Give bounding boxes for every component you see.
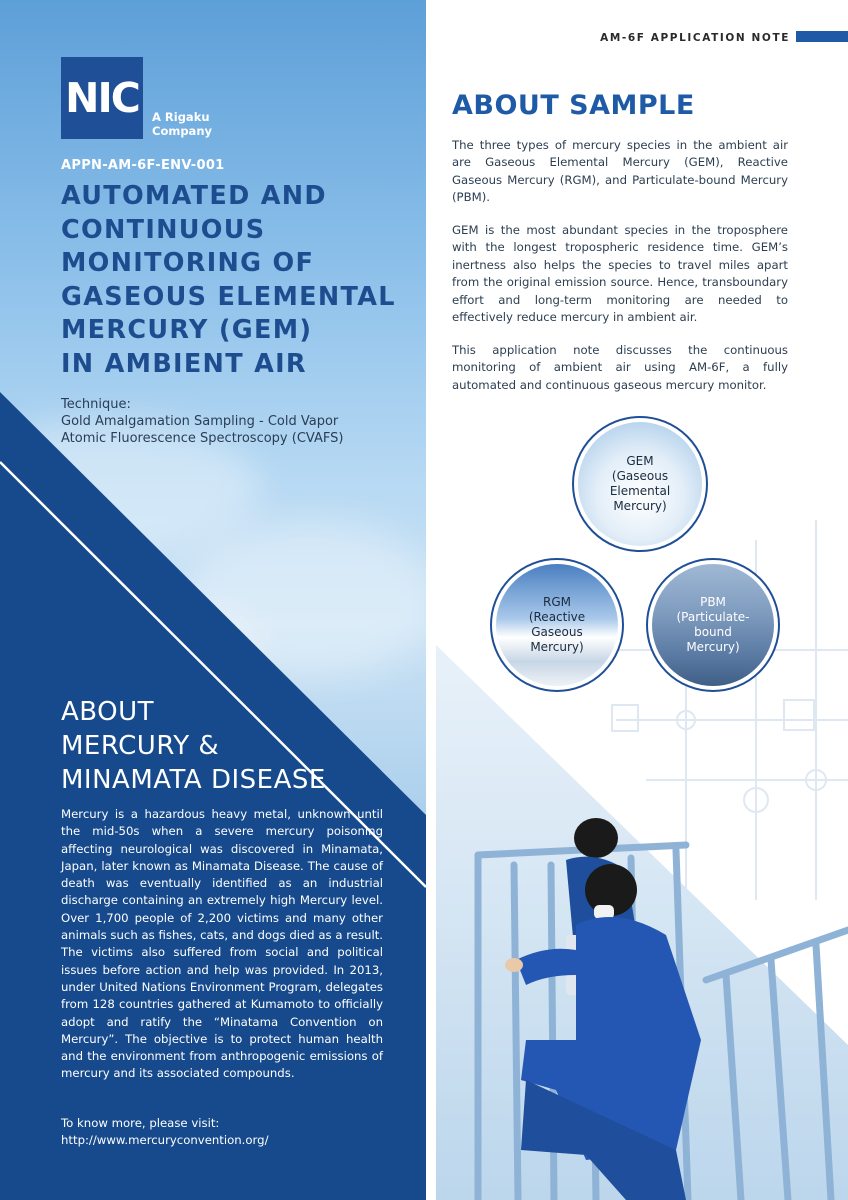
title-line: AUTOMATED AND [61, 181, 327, 211]
gem-label-line: (Gaseous [611, 469, 669, 483]
rgm-bubble [490, 558, 624, 692]
know-more-block [61, 1115, 383, 1150]
heading-line: MERCURY & [61, 731, 220, 761]
about-sample-paragraph: The three types of mercury species in the ambient air are Gaseous Elemental Mercury (GEM), Reactive Gaseous Mercury (RGM), and Particulate-bound Mercury (PBM). [452, 138, 788, 205]
title-line: CONTINUOUS [61, 214, 266, 245]
about-sample-heading: ABOUT SAMPLE [452, 90, 695, 121]
gem-label-line: GEM [626, 454, 654, 468]
pbm-label-line: PBM [700, 595, 726, 609]
gem-bubble [572, 416, 708, 552]
logo-tagline-line: Company [152, 124, 212, 138]
right-panel [426, 0, 848, 1200]
title-line: IN AMBIENT AIR [61, 348, 307, 379]
rgm-label-line: Gaseous [531, 625, 583, 639]
about-sample-paragraph: GEM is the most abundant species in the troposphere with the longest tropospheric residence time. GEM’s inertness also helps the species to travel miles apart from the original emission source. Hence, transboundary effort and long-term monitoring are needed to effectively reduce mercury in ambient air. [452, 223, 788, 325]
gem-label [610, 454, 670, 514]
about-mercury-body: Mercury is a hazardous heavy metal, unknown until the mid-50s when a severe mercury poisoning affecting neurological was discovered in Minamata, Japan, later known as Minamata Disease. The cause of death was eventually identified as an industrial discharge containing an extremely high Mercury level. Over 1,700 people of 2,200 victims and many other animals such as fishes, cats, and dogs died as a result. The victims also suffered from social and political issues before action and help was provided. In 2013, under United Nations Environment Program, delegates from 128 countries gathered at Kumamoto to officially adopt and ratify the “Minatama Convention on Mercury”. The objective is to protect human health and the environment from anthropogenic emissions of mercury and its associated compounds. [61, 807, 383, 1081]
technician-on-platform-photo [426, 0, 848, 1200]
logo-tagline [152, 110, 212, 138]
document-title [61, 180, 421, 381]
mercury-convention-link[interactable]: http://www.mercuryconvention.org/ [61, 1133, 269, 1148]
rgm-label-line: Mercury) [530, 640, 584, 654]
know-more-label: To know more, please visit: [61, 1116, 220, 1130]
about-sample-paragraph: This application note discusses the continuous monitoring of ambient air using AM-6F, a fully automated and continuous gaseous mercury monitor. [452, 343, 788, 392]
nic-logo [61, 57, 143, 139]
technique-label: Technique: [61, 397, 131, 412]
pbm-label-line: Mercury) [686, 640, 740, 654]
logo-tagline-line: A Rigaku [152, 110, 210, 124]
document-code: APPN-AM-6F-ENV-001 [61, 158, 225, 173]
logo-text: NIC [65, 74, 139, 122]
gem-label-line: Mercury) [613, 499, 667, 513]
gem-bubble-image [578, 422, 702, 546]
rgm-label-line: (Reactive [528, 610, 586, 624]
pbm-label [676, 595, 749, 655]
rgm-label-line: RGM [543, 595, 571, 609]
pbm-label-line: (Particulate- [676, 610, 750, 624]
title-line: GASEOUS ELEMENTAL [61, 281, 396, 312]
technique-block [61, 396, 421, 447]
rgm-bubble-image [496, 564, 618, 686]
application-note-label: AM-6F APPLICATION NOTE [600, 32, 790, 44]
pbm-label-line: bound [694, 625, 732, 639]
gem-label-line: Elemental [609, 484, 671, 498]
technique-line: Gold Amalgamation Sampling - Cold Vapor [61, 414, 339, 429]
heading-line: ABOUT [61, 697, 155, 727]
pbm-bubble [646, 558, 780, 692]
about-mercury-heading [61, 695, 401, 797]
title-line: MERCURY (GEM) [61, 315, 313, 345]
title-line: MONITORING OF [61, 248, 315, 278]
heading-line: MINAMATA DISEASE [61, 765, 326, 795]
rgm-label [529, 595, 585, 655]
pbm-bubble-image [652, 564, 774, 686]
technique-line: Atomic Fluorescence Spectroscopy (CVAFS) [61, 431, 344, 446]
